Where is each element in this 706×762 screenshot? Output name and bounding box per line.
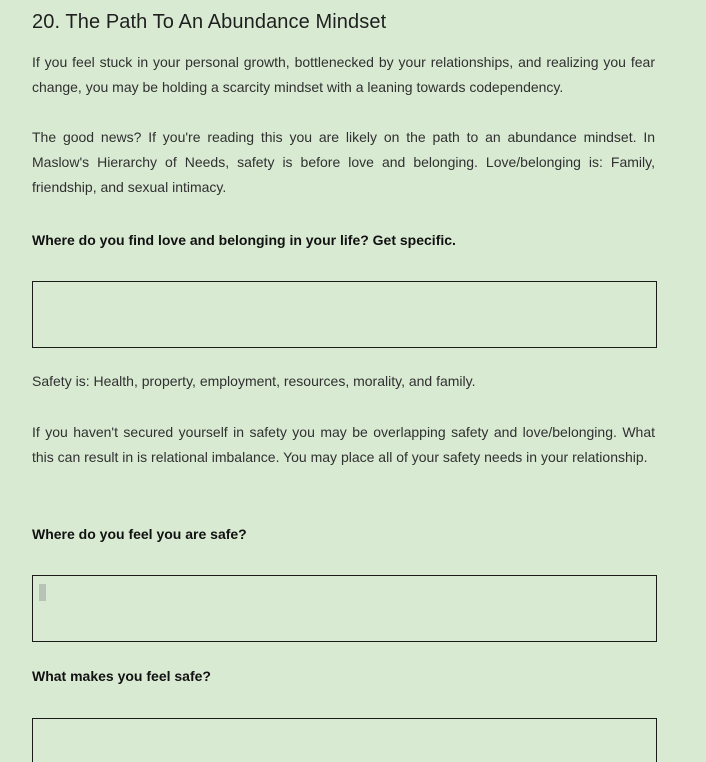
safety-definition-paragraph: Safety is: Health, property, employment, resources, morality, and family. [32, 373, 476, 389]
answer-field-what-makes-safe[interactable] [32, 718, 657, 762]
section-title: 20. The Path To An Abundance Mindset [32, 11, 387, 33]
question-what-makes-safe: What makes you feel safe? [32, 668, 211, 684]
question-love-belonging: Where do you find love and belonging in your life? Get specific. [32, 232, 456, 248]
maslow-paragraph: The good news? If you're reading this you are likely on the path to an abundance mindset. In Maslow's Hierarchy of Needs, safety is before love and belonging. Love/belonging is: Family, friendship, and sexual intimacy. [32, 129, 655, 195]
question-where-safe: Where do you feel you are safe? [32, 526, 247, 542]
intro-paragraph: If you feel stuck in your personal growth, bottlenecked by your relationships, and realizing you fear change, you may be holding a scarcity mindset with a leaning towards codependency. [32, 54, 655, 95]
text-cursor [39, 584, 46, 601]
answer-field-where-safe[interactable] [32, 575, 657, 642]
safety-overlap-paragraph: If you haven't secured yourself in safety you may be overlapping safety and love/belonging. What this can result in is relational imbalance. You may place all of your safety needs in your relationship. [32, 424, 655, 465]
answer-field-love-belonging[interactable] [32, 281, 657, 348]
